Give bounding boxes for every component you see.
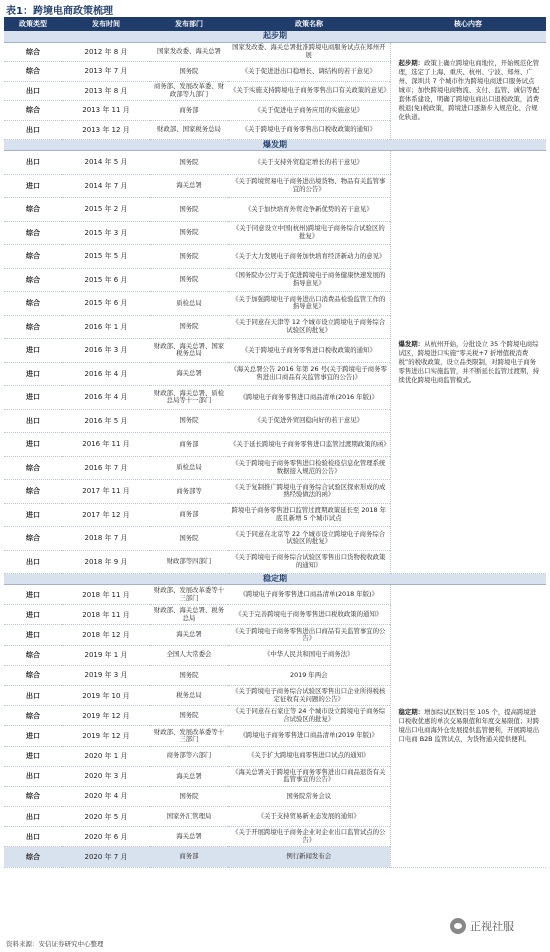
cell-type: 综合 — [4, 706, 62, 726]
phase-row-start — [4, 31, 546, 42]
cell-type: 进口 — [4, 605, 62, 625]
cell-name: 《关于扩大跨境电商零售进口试点的通知》 — [228, 746, 390, 766]
cell-date: 2013 年 11 月 — [62, 101, 150, 121]
cell-name: 《关于支持外贸稳定增长的若干意见》 — [228, 151, 390, 175]
cell-date: 2020 年 6 月 — [62, 827, 150, 847]
cell-type: 进口 — [4, 726, 62, 746]
cell-dept: 国务院 — [150, 245, 228, 269]
core-content — [390, 151, 546, 574]
cell-name: 《中华人民共和国电子商务法》 — [228, 645, 390, 665]
table-row — [4, 42, 546, 62]
cell-name: 《关于同意设立中国(杭州)跨境电子商务综合试验区的批复》 — [228, 221, 390, 245]
phase-row-boom — [4, 140, 546, 151]
cell-dept: 全国人大常委会 — [150, 645, 228, 665]
cell-date: 2017 年 11 月 — [62, 480, 150, 504]
cell-type: 进口 — [4, 174, 62, 198]
cell-date: 2019 年 3 月 — [62, 665, 150, 685]
cell-dept: 海关总署 — [150, 827, 228, 847]
cell-type: 综合 — [4, 786, 62, 806]
cell-date: 2016 年 4 月 — [62, 386, 150, 410]
cell-type: 综合 — [4, 315, 62, 339]
phase-label: 稳定期 — [4, 574, 546, 585]
cell-dept: 国家外汇管理局 — [150, 807, 228, 827]
cell-type: 综合 — [4, 527, 62, 551]
cell-type: 出口 — [4, 827, 62, 847]
cell-dept: 商务部 — [150, 503, 228, 527]
cell-type: 出口 — [4, 766, 62, 786]
cell-dept: 国务院 — [150, 221, 228, 245]
cell-dept: 国务院 — [150, 268, 228, 292]
phase-label: 爆发期 — [4, 140, 546, 151]
cell-name: 《关于同意在北京等 22 个城市设立跨境电子商务综合试验区的批复》 — [228, 527, 390, 551]
cell-dept: 质检总局 — [150, 456, 228, 480]
cell-name: 《关于大力发展电子商务加快培育经济新动力的意见》 — [228, 245, 390, 269]
cell-dept: 商务部 — [150, 847, 228, 867]
cell-name: 《关于跨境电子商务零售进口检验检疫信息化管理系统数据接入规范的公告》 — [228, 456, 390, 480]
cell-name: 《关于跨境电子商务综合试验区零售出口企业所得税核定征收有关问题的公告》 — [228, 685, 390, 705]
table-row — [4, 585, 546, 605]
cell-name: 《关于跨境电子商务零售出口税收政策的通知》 — [228, 120, 390, 140]
cell-dept: 商务部 — [150, 101, 228, 121]
cell-name: 《关于同意在天津等 12 个城市设立跨境电子商务综合试验区的批复》 — [228, 315, 390, 339]
cell-date: 2020 年 7 月 — [62, 847, 150, 867]
cell-name: 《关于促进电子商务应用的实施意见》 — [228, 101, 390, 121]
cell-name: 《关于跨境电子商务零售进口税收政策的通知》 — [228, 339, 390, 363]
cell-date: 2018 年 11 月 — [62, 605, 150, 625]
cell-name: 《跨境电子商务零售进口商品清单(2019 年版)》 — [228, 726, 390, 746]
cell-dept: 商务部等六部门 — [150, 746, 228, 766]
cell-date: 2020 年 5 月 — [62, 807, 150, 827]
cell-name: 例行新闻发布会 — [228, 847, 390, 867]
cell-name: 《关于加强跨境电子商务进出口消费品检验监管工作的指导意见》 — [228, 292, 390, 316]
cell-date: 2016 年 1 月 — [62, 315, 150, 339]
header-core: 核心内容 — [390, 17, 546, 31]
cell-name: 《关于复制推广跨境电子商务综合试验区探索形成的成熟经验做法的函》 — [228, 480, 390, 504]
cell-dept: 海关总署 — [150, 766, 228, 786]
cell-name: 《关于延长跨境电子商务零售进口监管过渡期政策的函》 — [228, 433, 390, 457]
cell-dept: 国家发改委、海关总署 — [150, 42, 228, 62]
cell-type: 综合 — [4, 292, 62, 316]
cell-date: 2015 年 2 月 — [62, 198, 150, 222]
core-label: 起步期： — [398, 59, 425, 68]
cell-date: 2019 年 12 月 — [62, 706, 150, 726]
cell-type: 出口 — [4, 550, 62, 574]
cell-type: 综合 — [4, 847, 62, 867]
cell-dept: 商务部、发展改革委、财政部等九部门 — [150, 81, 228, 101]
source-note: 资料来源：安信证券研究中心整理 — [6, 940, 104, 948]
table-row — [4, 151, 546, 175]
cell-name: 《关于加快培育外贸竞争新优势的若干意见》 — [228, 198, 390, 222]
cell-type: 进口 — [4, 386, 62, 410]
cell-name: 《关于跨境贸易电子商务进出境货物、物品有关监管事宜的公告》 — [228, 174, 390, 198]
cell-type: 综合 — [4, 456, 62, 480]
cell-type: 进口 — [4, 433, 62, 457]
phase-row-stable — [4, 574, 546, 585]
cell-date: 2018 年 12 月 — [62, 625, 150, 645]
cell-dept: 国务院 — [150, 198, 228, 222]
core-text: 增加综试区数目至 105 个，提高跨境进口税收优惠的单次交易限值和年度交易限值；对跨境出口电商海外仓发展提供监管便利，开展跨境出口电商 B2B 监管试点，为货物通关提供便利。 — [398, 707, 540, 743]
cell-dept: 商务部 — [150, 433, 228, 457]
cell-name: 国务院常务会议 — [228, 786, 390, 806]
cell-date: 2014 年 7 月 — [62, 174, 150, 198]
cell-date: 2013 年 7 月 — [62, 62, 150, 82]
cell-type: 进口 — [4, 625, 62, 645]
watermark — [450, 918, 514, 934]
cell-name: 《关于促进外贸回稳向好的若干意见》 — [228, 409, 390, 433]
core-label: 爆发期： — [398, 339, 425, 348]
cell-dept: 财政部、海关总署、质检总局等十一部门 — [150, 386, 228, 410]
cell-name: 国家发改委、海关总署批准跨境电商服务试点在郑州开展 — [228, 42, 390, 62]
cell-dept: 国务院 — [150, 665, 228, 685]
cell-date: 2020 年 1 月 — [62, 746, 150, 766]
cell-type: 出口 — [4, 685, 62, 705]
cell-dept: 海关总署 — [150, 625, 228, 645]
cell-type: 进口 — [4, 503, 62, 527]
cell-type: 进口 — [4, 585, 62, 605]
cell-type: 进口 — [4, 746, 62, 766]
cell-name: 《跨境电子商务零售进口商品清单(2018 年版)》 — [228, 585, 390, 605]
watermark-text: 正视社服 — [470, 920, 514, 933]
cell-dept: 国务院 — [150, 62, 228, 82]
policy-table — [4, 17, 546, 868]
core-label: 稳定期： — [398, 707, 425, 716]
cell-type: 综合 — [4, 101, 62, 121]
core-content — [390, 42, 546, 140]
cell-date: 2013 年 12 月 — [62, 120, 150, 140]
cell-date: 2013 年 8 月 — [62, 81, 150, 101]
cell-date: 2018 年 9 月 — [62, 550, 150, 574]
cell-date: 2020 年 4 月 — [62, 786, 150, 806]
cell-dept: 税务总局 — [150, 685, 228, 705]
cell-name: 《关于促进进出口稳增长、调结构的若干意见》 — [228, 62, 390, 82]
cell-name: 《关于开展跨境电子商务企业对企业出口监管试点的公告》 — [228, 827, 390, 847]
cell-date: 2016 年 4 月 — [62, 362, 150, 386]
cell-type: 出口 — [4, 151, 62, 175]
cell-name: 《关于跨境电子商务综合试验区零售出口货物税收政策的通知》 — [228, 550, 390, 574]
cell-date: 2015 年 6 月 — [62, 292, 150, 316]
header-dept: 发布部门 — [150, 17, 228, 31]
cell-date: 2020 年 3 月 — [62, 766, 150, 786]
cell-type: 综合 — [4, 480, 62, 504]
cell-dept: 国务院 — [150, 527, 228, 551]
cell-dept: 财政部、海关总署、税务总局 — [150, 605, 228, 625]
cell-name: 《国务院办公厅关于促进跨境电子商务健康快速发展的指导意见》 — [228, 268, 390, 292]
cell-date: 2015 年 5 月 — [62, 245, 150, 269]
cell-name: 《海关总署公告 2016 年第 26 号(关于跨境电子商务零售进出口商品有关监管事宜的公告)》 — [228, 362, 390, 386]
header-date: 发布时间 — [62, 17, 150, 31]
cell-date: 2016 年 11 月 — [62, 433, 150, 457]
phase-label: 起步期 — [4, 31, 546, 42]
cell-type: 综合 — [4, 268, 62, 292]
table-title: 表1：跨境电商政策梳理 — [6, 6, 113, 17]
cell-date: 2019 年 1 月 — [62, 645, 150, 665]
cell-type: 综合 — [4, 221, 62, 245]
cell-name: 跨境电子商务零售进口监管过渡期政策延长至 2018 年底且新增 5 个城市试点 — [228, 503, 390, 527]
core-text: 从杭州开始，分批设立 35 个跨境电商综试区，跨境进口实施“零关税+7 折增值税消费税”的税收政策，设立品类限制，对跨境电子商务零售进出口实施监管，并不断延长监管过渡期，持续优化跨境电商监管模式。 — [398, 339, 540, 384]
cell-dept: 财政部、国家税务总局 — [150, 120, 228, 140]
cell-name: 《关于同意在石家庄等 24 个城市设立跨境电子商务综合试验区的批复》 — [228, 706, 390, 726]
cell-type: 综合 — [4, 645, 62, 665]
header-type: 政策类型 — [4, 17, 62, 31]
cell-dept: 商务部等 — [150, 480, 228, 504]
cell-type: 综合 — [4, 62, 62, 82]
cell-type: 出口 — [4, 409, 62, 433]
cell-type: 综合 — [4, 42, 62, 62]
cell-dept: 财政部等四部门 — [150, 550, 228, 574]
cell-dept: 海关总署 — [150, 174, 228, 198]
cell-date: 2018 年 7 月 — [62, 527, 150, 551]
cell-dept: 海关总署 — [150, 362, 228, 386]
cell-dept: 国务院 — [150, 409, 228, 433]
cell-dept: 财政部、发展改革委等十三部门 — [150, 726, 228, 746]
cell-name: 《关于完善跨境电子商务零售进口税收政策的通知》 — [228, 605, 390, 625]
cell-date: 2015 年 3 月 — [62, 221, 150, 245]
cell-date: 2017 年 12 月 — [62, 503, 150, 527]
cell-date: 2016 年 5 月 — [62, 409, 150, 433]
cell-type: 进口 — [4, 339, 62, 363]
cell-date: 2016 年 3 月 — [62, 339, 150, 363]
cell-type: 综合 — [4, 665, 62, 685]
cell-name: 《海关总署关于跨境电子商务零售进出口商品退货有关监管事宜的公告》 — [228, 766, 390, 786]
cell-date: 2018 年 11 月 — [62, 585, 150, 605]
cell-name: 2019 年两会 — [228, 665, 390, 685]
cell-dept: 财政部、发展改革委等十三部门 — [150, 585, 228, 605]
cell-type: 出口 — [4, 807, 62, 827]
cell-type: 综合 — [4, 245, 62, 269]
cell-date: 2015 年 6 月 — [62, 268, 150, 292]
cell-type: 综合 — [4, 198, 62, 222]
cell-type: 出口 — [4, 120, 62, 140]
cell-dept: 质检总局 — [150, 292, 228, 316]
cell-dept: 国务院 — [150, 151, 228, 175]
cell-date: 2019 年 10 月 — [62, 685, 150, 705]
cell-name: 《跨境电子商务零售进口商品清单(2016 年版)》 — [228, 386, 390, 410]
core-content — [390, 585, 546, 868]
cell-name: 《关于实施支持跨境电子商务零售出口有关政策的意见》 — [228, 81, 390, 101]
table-header — [4, 17, 546, 31]
cell-dept: 国务院 — [150, 706, 228, 726]
cell-date: 2012 年 8 月 — [62, 42, 150, 62]
cell-type: 进口 — [4, 362, 62, 386]
cell-name: 《关于支持贸易新业态发展的通知》 — [228, 807, 390, 827]
cell-dept: 财政部、海关总署、国家税务总局 — [150, 339, 228, 363]
cell-type: 出口 — [4, 81, 62, 101]
cell-dept: 国务院 — [150, 315, 228, 339]
cell-dept: 国务院 — [150, 786, 228, 806]
header-name: 政策名称 — [228, 17, 390, 31]
core-text: 政策上确立跨境电商地位，开始规范化管理，选定了上海、重庆、杭州、宁波、郑州、广州、深圳共 7 个城市作为跨境电商进口服务试点城市；加快跨境电商物流、支付、监管、诚信等配套体系建设，明确了跨境电商出口退税政策，消费税退(免)税政策，跨境进口逐渐步入规范化、合规化轨道。 — [398, 59, 540, 122]
cell-date: 2019 年 12 月 — [62, 726, 150, 746]
cell-name: 《关于跨境电子商务零售进出口商品有关监管事宜的公告》 — [228, 625, 390, 645]
cell-date: 2016 年 7 月 — [62, 456, 150, 480]
wechat-icon — [450, 918, 466, 934]
cell-date: 2014 年 5 月 — [62, 151, 150, 175]
